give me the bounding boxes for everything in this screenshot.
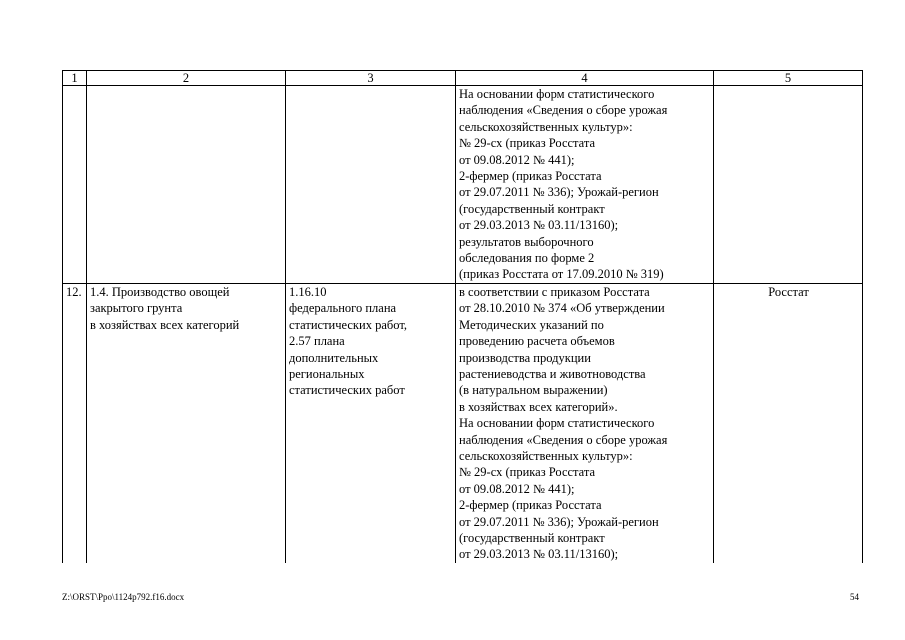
text-line: проведению расчета объемов	[459, 334, 615, 349]
table-row-continued	[63, 86, 863, 284]
text-line: в хозяйствах всех категорий	[90, 317, 240, 332]
text-line: от 29.03.2013 № 03.11/13160);	[459, 218, 619, 233]
footer-file-path: Z:\ORST\Ppo\1124p792.f16.docx	[62, 592, 185, 602]
footer-page-number: 54	[850, 592, 859, 602]
text-line: от 09.08.2012 № 441);	[459, 152, 575, 167]
text-line: федерального плана	[289, 301, 397, 316]
text-line: от 29.07.2011 № 336); Урожай-регион	[459, 185, 659, 200]
text-line: сельскохозяйственных культур»:	[459, 448, 633, 463]
header-col-2: 2	[87, 71, 286, 86]
text-line: статистических работ,	[289, 317, 407, 332]
text-line: На основании форм статистического	[459, 416, 655, 431]
row12-number: 12.	[63, 283, 87, 562]
text-line: наблюдения «Сведения о сборе урожая	[459, 103, 668, 118]
table-header-row	[63, 71, 863, 86]
cont-col-4	[456, 86, 714, 284]
cont-col-3	[286, 86, 456, 284]
text-line: (государственный контракт	[459, 201, 605, 216]
text-line: 1.4. Производство овощей	[90, 284, 230, 299]
text-line: Методических указаний по	[459, 317, 604, 332]
text-line: от 09.08.2012 № 441);	[459, 481, 575, 496]
text-line: наблюдения «Сведения о сборе урожая	[459, 432, 668, 447]
cont-col-2	[87, 86, 286, 284]
text-line: от 29.03.2013 № 03.11/13160);	[459, 547, 619, 562]
row12-responsible-agency: Росстат	[714, 283, 863, 562]
header-col-5: 5	[714, 71, 863, 86]
text-line: № 29-сх (приказ Росстата	[459, 465, 596, 480]
text-line: (государственный контракт	[459, 530, 605, 545]
cont-col-1	[63, 86, 87, 284]
cont-col-5	[714, 86, 863, 284]
text-line: результатов выборочного	[459, 234, 594, 249]
text-line: обследования по форме 2	[459, 251, 595, 266]
text-line: (приказ Росстата от 17.09.2010 № 319)	[459, 267, 664, 282]
text-line: от 29.07.2011 № 336); Урожай-регион	[459, 514, 659, 529]
text-line: растениеводства и животноводства	[459, 366, 646, 381]
header-col-4: 4	[456, 71, 714, 86]
header-col-3: 3	[286, 71, 456, 86]
text-line: закрытого грунта	[90, 301, 183, 316]
text-line: 2-фермер (приказ Росстата	[459, 169, 602, 184]
text-line: дополнительных	[289, 350, 379, 365]
text-line: в хозяйствах всех категорий».	[459, 399, 618, 414]
text-line: статистических работ	[289, 383, 405, 398]
text-line: (в натуральном выражении)	[459, 383, 608, 398]
text-line: 1.16.10	[289, 284, 327, 299]
row12-methodology	[456, 283, 714, 562]
text-line: сельскохозяйственных культур»:	[459, 119, 633, 134]
text-line: На основании форм статистического	[459, 87, 655, 101]
document-table	[62, 70, 863, 563]
text-line: производства продукции	[459, 350, 591, 365]
text-line: региональных	[289, 366, 365, 381]
row12-plan-reference	[286, 283, 456, 562]
text-line: от 28.10.2010 № 374 «Об утверждении	[459, 301, 665, 316]
text-line: 2.57 плана	[289, 334, 345, 349]
text-line: № 29-сх (приказ Росстата	[459, 136, 596, 151]
text-line: 2-фермер (приказ Росстата	[459, 498, 602, 513]
text-line: в соответствии с приказом Росстата	[459, 284, 650, 299]
row12-indicator	[87, 283, 286, 562]
table-row-12	[63, 283, 863, 562]
header-col-1: 1	[63, 71, 87, 86]
